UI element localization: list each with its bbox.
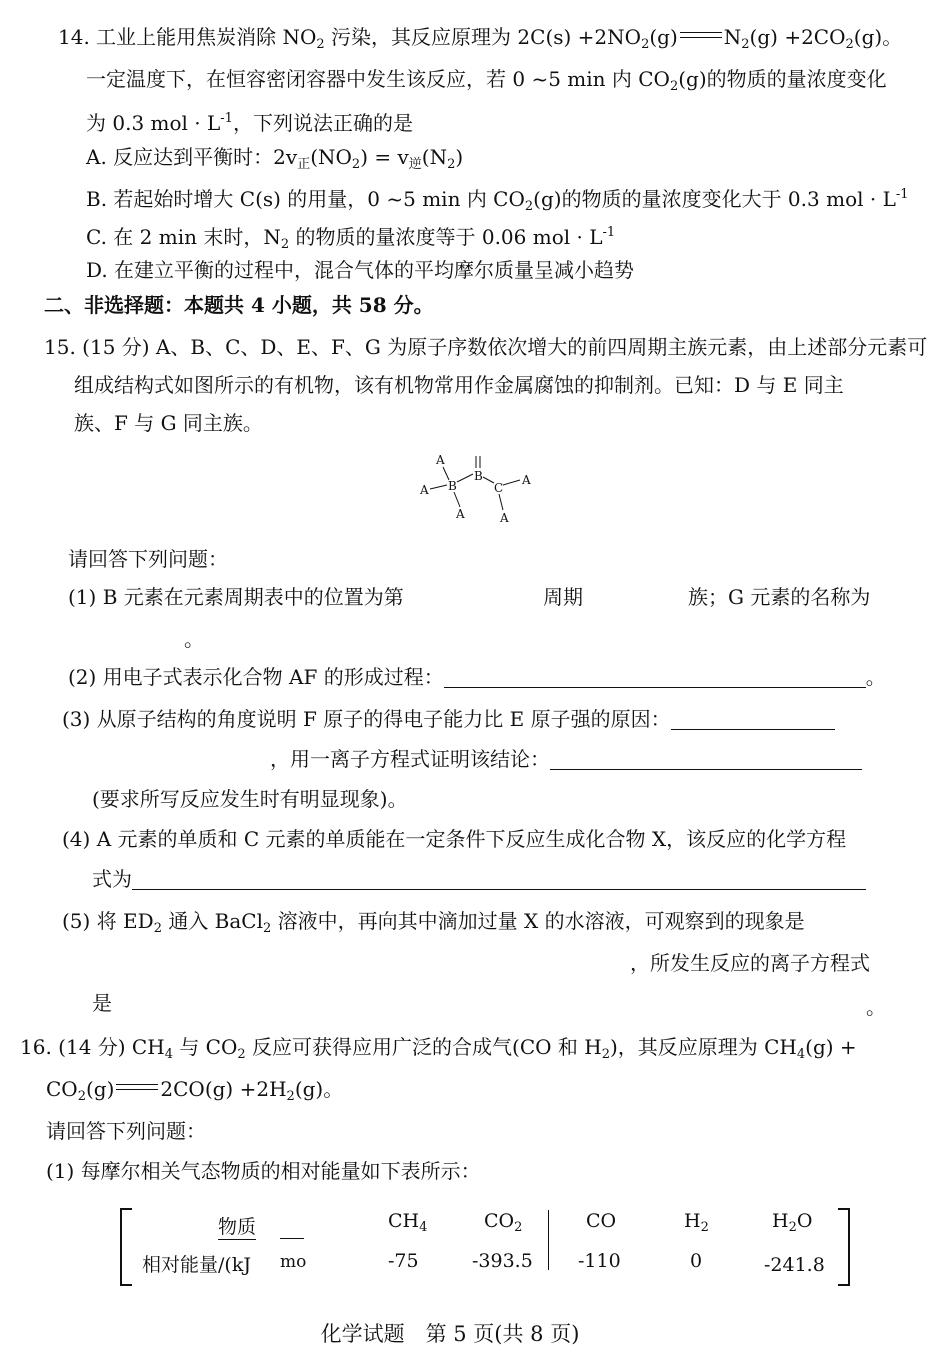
- table-value-h2: 0: [690, 1250, 703, 1272]
- q15-part3-note: (要求所写反应发生时有明显现象)。: [92, 787, 408, 811]
- atom-a-top: A: [436, 453, 445, 467]
- answer-blank[interactable]: [550, 747, 862, 770]
- table-header-h2o: $H_2O$: [772, 1210, 813, 1235]
- q15-part1-period: 周期: [543, 585, 583, 609]
- q15-part5: (5) 将 $ED_2$ 通入 BaCl$_2$ 溶液中，再向其中滴加过量 X 的水溶液，可观察到的现象是: [62, 909, 805, 936]
- atom-a-bottom-right: A: [500, 511, 509, 525]
- q16-part1: (1) 每摩尔相关气态物质的相对能量如下表所示：: [46, 1159, 481, 1183]
- q16-line2: $CO_2(g)$ $2CO(g) +2H_2(g)$。: [46, 1077, 344, 1104]
- q15-part3-line2: ，用一离子方程式证明该结论：: [270, 744, 862, 774]
- q14-line2: 一定温度下，在恒容密闭容器中发生该反应，若 0 ~5 min 内 $CO_2(g)$的物质的量浓度变化: [86, 67, 887, 94]
- q14-line3: 为 0.3 mol · $L^{-1}$，下列说法正确的是: [86, 111, 413, 135]
- q15-line1: 15. (15 分) A、B、C、D、E、F、G 为原子序数依次增大的前四周期主族元素，由上述部分元素可: [44, 335, 927, 359]
- q14-option-d: D. 在建立平衡的过程中，混合气体的平均摩尔质量呈减小趋势: [86, 258, 635, 282]
- table-value-h2o: -241.8: [764, 1254, 825, 1276]
- q14-option-a: A. 反应达到平衡时：$2v_正(NO_2) = v_逆(N_2)$: [86, 145, 464, 172]
- q15-part1-group: 族；G 元素的名称为: [688, 585, 871, 609]
- atom-c: C: [494, 481, 504, 495]
- table-divider: [548, 1210, 549, 1270]
- section-header: 二、非选择题：本题共 4 小题，共 58 分。: [44, 293, 434, 317]
- answer-blank[interactable]: [671, 707, 835, 730]
- table-header-co2: $CO_2$: [484, 1210, 523, 1235]
- q15-part5-end: 。: [866, 995, 886, 1019]
- q15-prompt: 请回答下列问题：: [68, 547, 228, 571]
- atom-a-left: A: [420, 483, 429, 497]
- table-row-label: 相对能量/(kJ: [142, 1254, 251, 1276]
- q15-part4: (4) A 元素的单质和 C 元素的单质能在一定条件下反应生成化合物 X，该反应的化学方程: [62, 827, 847, 851]
- energy-table: [120, 1200, 850, 1290]
- table-row-label-unit: mo: [280, 1252, 307, 1272]
- table-header-substance: 物质: [218, 1212, 256, 1240]
- q14-line1: 14. 工业上能用焦炭消除 $NO_2$ 污染，其反应原理为 $2C(s) +2NO_2(g)$ $N_2(g) +2CO_2(g)$。: [58, 25, 903, 52]
- table-bracket-left: [120, 1208, 132, 1286]
- q15-line3: 族、F 与 G 同主族。: [74, 411, 263, 435]
- q15-part3: (3) 从原子结构的角度说明 F 原子的得电子能力比 E 原子强的原因：: [62, 704, 835, 734]
- structural-formula: [410, 452, 550, 534]
- q14-option-c: C. 在 2 min 末时，$N_2$ 的物质的量浓度等于 0.06 mol · $L^{-1}$: [86, 225, 616, 252]
- table-value-co2: -393.5: [472, 1250, 533, 1272]
- q16-line1: 16. (14 分) $CH_4$ 与 $CO_2$ 反应可获得应用广泛的合成气(CO 和 $H_2$)，其反应原理为 $CH_4(g)$ +: [20, 1035, 857, 1062]
- q15-line2: 组成结构式如图所示的有机物，该有机物常用作金属腐蚀的抑制剂。已知：D 与 E 同主: [74, 373, 844, 397]
- atom-a-right: A: [522, 473, 531, 487]
- q16-prompt: 请回答下列问题：: [46, 1119, 206, 1143]
- page-footer: 化学试题 第 5 页(共 8 页): [320, 1322, 580, 1346]
- table-header-ch4: $CH_4$: [388, 1210, 428, 1235]
- atom-a-bottom-left: A: [456, 507, 465, 521]
- table-value-co: -110: [578, 1250, 621, 1272]
- q14-option-b: B. 若起始时增大 C(s) 的用量，0 ~5 min 内 $CO_2(g)$的物质的量浓度变化大于 0.3 mol · $L^{-1}$: [86, 187, 909, 214]
- answer-blank[interactable]: [444, 665, 866, 688]
- answer-blank[interactable]: [132, 867, 866, 890]
- table-bracket-right: [838, 1208, 850, 1286]
- table-header-h2: $H_2$: [684, 1210, 709, 1235]
- equilibrium-arrow-icon: [678, 31, 724, 41]
- q15-part5-line3: 是: [92, 991, 112, 1015]
- table-value-ch4: -75: [388, 1250, 419, 1272]
- q15-part2: (2) 用电子式表示化合物 AF 的形成过程： 。: [68, 665, 886, 689]
- q15-part4-line2: 式为: [92, 864, 866, 894]
- table-header-rule: [280, 1212, 304, 1239]
- q15-part1-end: 。: [184, 627, 204, 651]
- table-header-co: CO: [586, 1210, 617, 1232]
- atom-b-left: B: [448, 479, 457, 493]
- atom-b-center: B: [474, 469, 483, 483]
- q15-part1: (1) B 元素在元素周期表中的位置为第: [68, 585, 404, 609]
- equilibrium-arrow-icon: [114, 1083, 160, 1093]
- q15-part5-line2: ，所发生反应的离子方程式: [630, 951, 870, 975]
